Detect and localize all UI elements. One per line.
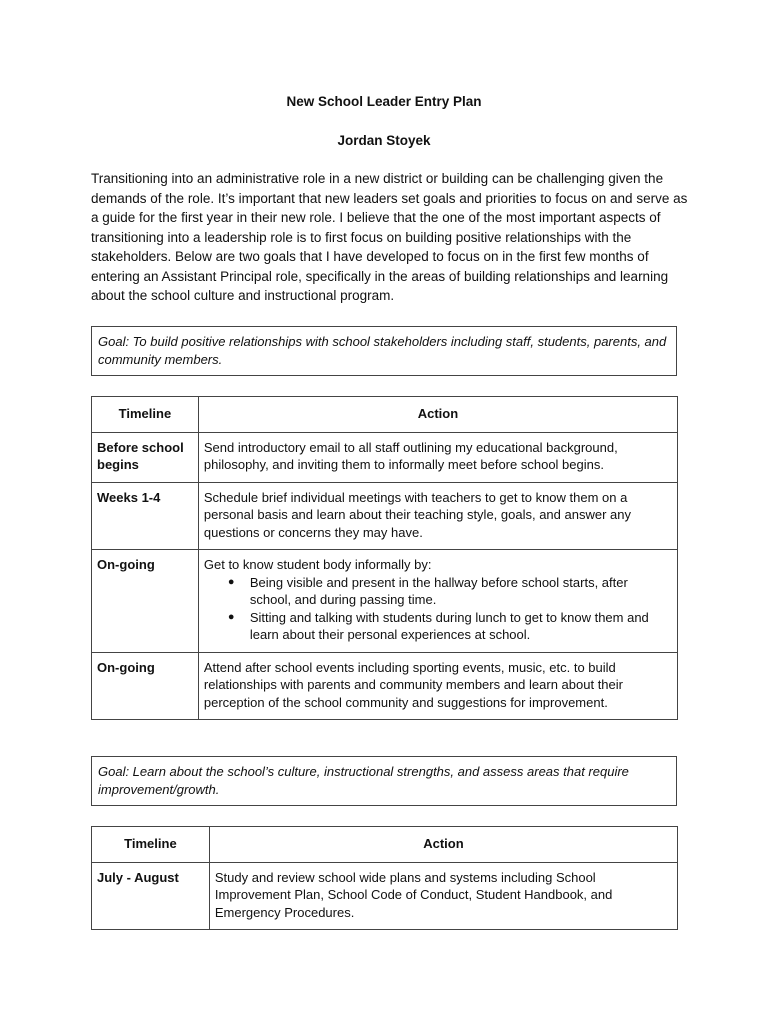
action-header: Action (198, 397, 677, 433)
table-row (92, 652, 678, 720)
intro-paragraph: Transitioning into an administrative role in a new district or building can be challenging given the demands of the role. It’s important that new leaders set goals and priorities to focus on and serve as a guide for the first year in their new role. I believe that the one of the most important aspects of transitioning into a leadership role is to first focus on building positive relationships with the stakeholders. Below are two goals that I have developed to focus on in the first few months of entering an Assistant Principal role, specifically in the areas of building relationships and learning about the school culture and instructional program. (91, 171, 688, 303)
document-author: Jordan Stoyek (337, 133, 431, 148)
timeline-header: Timeline (92, 397, 199, 433)
bullet-icon: ● (227, 575, 235, 588)
action-cell (198, 550, 677, 653)
bullet-icon: ● (227, 610, 235, 623)
action-cell: Attend after school events including sporting events, music, etc. to build relationships with parents and community members and learn about their perception of the school community and suggestions for improvement. (198, 652, 677, 720)
goal-2-box (91, 756, 677, 806)
table-header-row (92, 827, 678, 863)
goal-1-box (91, 326, 677, 376)
goal-2-table (91, 826, 678, 930)
goal-2-text: Goal: Learn about the school’s culture, instructional strengths, and assess areas that require improvement/growth. (98, 764, 629, 797)
table-row (92, 550, 678, 653)
goal-1-table (91, 396, 678, 720)
action-header: Action (209, 827, 677, 863)
action-intro-text: Get to know student body informally by: (203, 557, 432, 572)
timeline-cell: July - August (92, 862, 210, 930)
timeline-header: Timeline (92, 827, 210, 863)
goal-1-text: Goal: To build positive relationships with school stakeholders including staff, students, parents, and community members. (98, 334, 667, 367)
list-item (227, 609, 672, 644)
action-cell: Send introductory email to all staff outlining my educational background, philosophy, and inviting them to informally meet before school begins. (198, 432, 677, 482)
action-cell: Schedule brief individual meetings with teachers to get to know them on a personal basis and learn about their teaching style, goals, and answer any questions or concerns they may have. (198, 482, 677, 550)
timeline-cell: Weeks 1-4 (92, 482, 199, 550)
list-item-text: Sitting and talking with students during lunch to get to know them and learn about their personal experiences at school. (249, 609, 649, 642)
table-row (92, 862, 678, 930)
table-row (92, 432, 678, 482)
table-row (92, 482, 678, 550)
table-header-row (92, 397, 678, 433)
timeline-cell: On-going (92, 550, 199, 653)
document-title: New School Leader Entry Plan (286, 94, 482, 109)
action-cell: Study and review school wide plans and systems including School Improvement Plan, School Code of Conduct, Student Handbook, and Emergency Procedures. (209, 862, 677, 930)
timeline-cell: On-going (92, 652, 199, 720)
timeline-cell: Before school begins (92, 432, 199, 482)
bullet-list (204, 574, 672, 644)
list-item (227, 574, 672, 609)
list-item-text: Being visible and present in the hallway before school starts, after school, and during passing time. (249, 574, 628, 607)
